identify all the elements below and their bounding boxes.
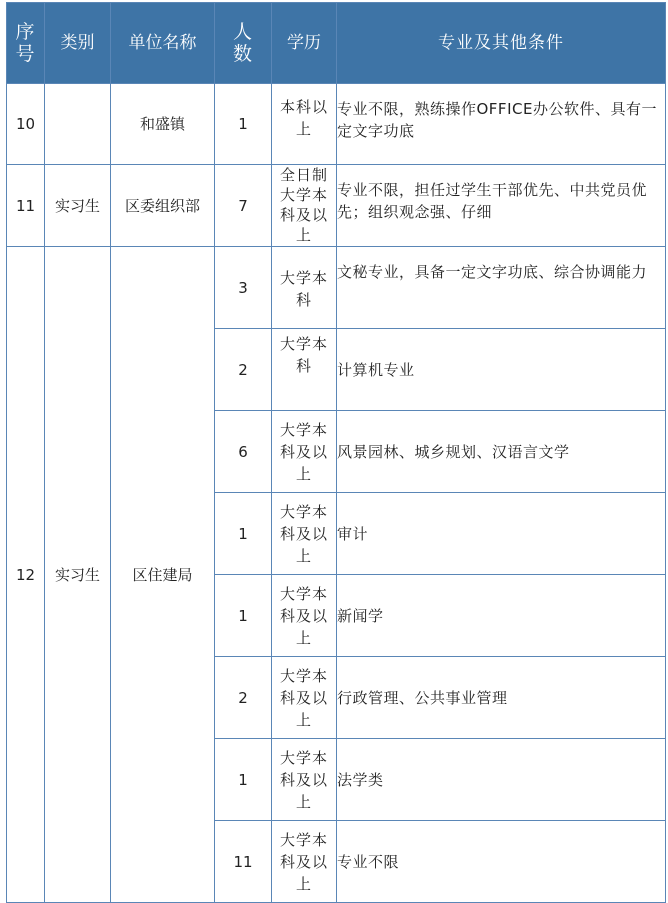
header-category: 类别 xyxy=(45,3,111,84)
cell-education: 本科以上 xyxy=(272,84,337,165)
cell-conditions: 法学类 xyxy=(337,739,666,821)
cell-unit: 区住建局 xyxy=(111,247,215,903)
header-count: 人数 xyxy=(215,3,272,84)
cell-count: 2 xyxy=(215,657,272,739)
cell-education: 大学本科及以上 xyxy=(272,411,337,493)
cell-unit: 和盛镇 xyxy=(111,84,215,165)
cell-conditions: 计算机专业 xyxy=(337,329,666,411)
table-row xyxy=(7,165,666,247)
header-conditions: 专业及其他条件 xyxy=(337,3,666,84)
cell-conditions: 文秘专业，具备一定文字功底、综合协调能力 xyxy=(337,247,666,329)
cell-seq: 11 xyxy=(7,165,45,247)
cell-education: 大学本科及以上 xyxy=(272,821,337,903)
cell-unit: 区委组织部 xyxy=(111,165,215,247)
cell-education: 大学本科 xyxy=(272,247,337,329)
header-unit: 单位名称 xyxy=(111,3,215,84)
cell-education: 大学本科及以上 xyxy=(272,657,337,739)
table-row xyxy=(7,247,666,329)
cell-count: 1 xyxy=(215,739,272,821)
cell-education: 大学本科及以上 xyxy=(272,493,337,575)
cell-category: 实习生 xyxy=(45,247,111,903)
cell-conditions: 专业不限，熟练操作OFFICE办公软件、具有一定文字功底 xyxy=(337,84,666,165)
cell-category xyxy=(45,84,111,165)
cell-count: 1 xyxy=(215,493,272,575)
header-seq: 序号 xyxy=(7,3,45,84)
cell-conditions: 风景园林、城乡规划、汉语言文学 xyxy=(337,411,666,493)
cell-conditions: 审计 xyxy=(337,493,666,575)
cell-conditions: 新闻学 xyxy=(337,575,666,657)
cell-education: 大学本科 xyxy=(272,329,337,411)
table-row xyxy=(7,84,666,165)
cell-count: 2 xyxy=(215,329,272,411)
cell-conditions: 专业不限，担任过学生干部优先、中共党员优先；组织观念强、仔细 xyxy=(337,165,666,247)
cell-count: 1 xyxy=(215,575,272,657)
cell-conditions: 行政管理、公共事业管理 xyxy=(337,657,666,739)
cell-count: 3 xyxy=(215,247,272,329)
cell-education: 大学本科及以上 xyxy=(272,575,337,657)
cell-category: 实习生 xyxy=(45,165,111,247)
cell-seq: 10 xyxy=(7,84,45,165)
cell-count: 7 xyxy=(215,165,272,247)
cell-count: 1 xyxy=(215,84,272,165)
header-education: 学历 xyxy=(272,3,337,84)
cell-education: 全日制大学本科及以上 xyxy=(272,165,337,247)
cell-seq: 12 xyxy=(7,247,45,903)
cell-education: 大学本科及以上 xyxy=(272,739,337,821)
cell-count: 6 xyxy=(215,411,272,493)
cell-count: 11 xyxy=(215,821,272,903)
recruitment-table xyxy=(6,2,666,903)
header-row xyxy=(7,3,666,84)
cell-conditions: 专业不限 xyxy=(337,821,666,903)
